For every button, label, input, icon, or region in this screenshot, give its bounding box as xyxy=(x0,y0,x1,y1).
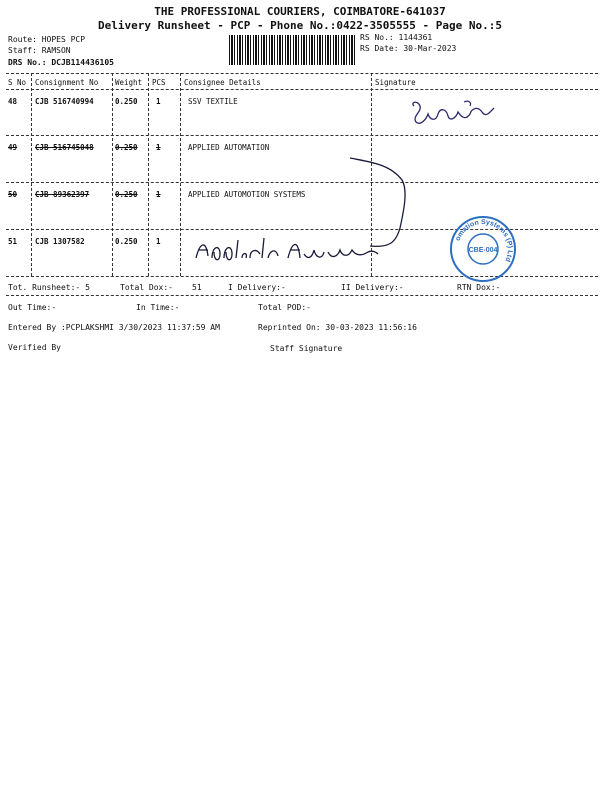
handwritten-signature xyxy=(408,98,498,132)
stamp-text: omation Systems (P) Ltd xyxy=(454,218,514,263)
col-header-sno: S No xyxy=(8,78,27,87)
rs-date: RS Date: 30-Mar-2023 xyxy=(360,44,457,53)
route-label: Route: HOPES PCP xyxy=(8,35,86,44)
in-time: In Time:- xyxy=(136,303,180,312)
company-stamp xyxy=(448,214,518,284)
col-divider xyxy=(180,73,181,276)
row-pcs: 1 xyxy=(156,190,161,199)
entered-by: Entered By :PCPLAKSHMI 3/30/2023 11:37:59 AM xyxy=(8,323,220,332)
col-divider xyxy=(112,73,113,276)
barcode xyxy=(229,35,355,65)
row-consignee: APPLIED AUTOMOTION SYSTEMS xyxy=(188,190,306,199)
stamp-center-text: CBE-004 xyxy=(468,247,498,254)
rtn-dox: RTN Dox:- xyxy=(457,283,501,292)
row-consignee: APPLIED AUTOMATION xyxy=(188,143,270,152)
totals-rule xyxy=(6,295,598,296)
row-sno: 48 xyxy=(8,97,18,106)
col-header-weight: Weight xyxy=(115,78,143,87)
total-runsheet: Tot. Runsheet:- 5 xyxy=(8,283,90,292)
row-sno: 51 xyxy=(8,237,18,246)
staff-signature-label: Staff Signature xyxy=(270,344,343,353)
row-weight: 0.250 xyxy=(115,190,138,199)
row-consignee: SSV TEXTILE xyxy=(188,97,238,106)
col-header-consignee: Consignee Details xyxy=(184,78,261,87)
drs-number: DRS No.: DCJB114436105 xyxy=(8,58,114,67)
col-header-consignment: Consignment No xyxy=(35,78,99,87)
row-pcs: 1 xyxy=(156,97,161,106)
reprinted-on: Reprinted On: 30-03-2023 11:56:16 xyxy=(258,323,417,332)
col-header-signature: Signature xyxy=(375,78,416,87)
col-divider xyxy=(31,73,32,276)
total-dox-value: 51 xyxy=(192,283,202,292)
row-pcs: 1 xyxy=(156,237,161,246)
first-delivery: I Delivery:- xyxy=(228,283,286,292)
company-title: THE PROFESSIONAL COURIERS, COIMBATORE-641037 xyxy=(154,5,446,18)
second-delivery: II Delivery:- xyxy=(341,283,404,292)
row-rule xyxy=(6,182,598,183)
row-consignment: CJB 516740994 xyxy=(35,97,94,106)
col-divider xyxy=(148,73,149,276)
row-weight: 0.250 xyxy=(115,143,138,152)
runsheet-title: Delivery Runsheet - PCP - Phone No.:0422-3505555 - Page No.:5 xyxy=(98,19,502,32)
row-consignment: CJB 89362397 xyxy=(35,190,90,199)
row-weight: 0.250 xyxy=(115,237,138,246)
row-consignment: CJB 1307582 xyxy=(35,237,85,246)
table-top-rule xyxy=(6,73,598,74)
row-sno: 49 xyxy=(8,143,18,152)
row-sno: 50 xyxy=(8,190,18,199)
row-rule xyxy=(6,135,598,136)
staff-label: Staff: RAMSON xyxy=(8,46,71,55)
rs-number: RS No.: 1144361 xyxy=(360,33,433,42)
out-time: Out Time:- xyxy=(8,303,57,312)
col-header-pcs: PCS xyxy=(152,78,166,87)
row-consignment: CJB 516745048 xyxy=(35,143,94,152)
total-pod: Total POD:- xyxy=(258,303,311,312)
header-bottom-rule xyxy=(6,89,598,90)
total-dox-label: Total Dox:- xyxy=(120,283,173,292)
row-pcs: 1 xyxy=(156,143,161,152)
row-weight: 0.250 xyxy=(115,97,138,106)
handwritten-signature xyxy=(192,232,382,268)
verified-by: Verified By xyxy=(8,343,61,352)
